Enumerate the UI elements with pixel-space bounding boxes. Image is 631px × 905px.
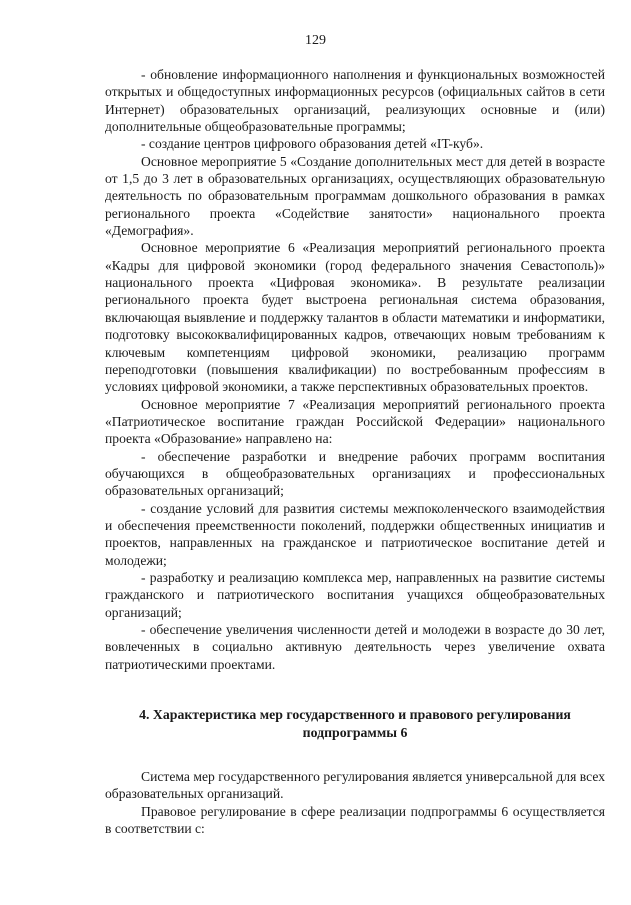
section-heading: 4. Характеристика мер государственного и правового регулирования подпрограммы 6 xyxy=(139,707,571,740)
paragraph: Основное мероприятие 6 «Реализация мероприятий регионального проекта «Кадры для цифровой экономики (город федерального значения Севастополь)» национального проекта «Цифровая экономика». В результате реализации регионального проекта будет выстроена региональная система образования, включающая выявление и поддержку талантов в области математики и информатики, подготовку высококвалифицированных кадров, отвечающих новым требованиям к ключевым компетенциям цифровой экономики, реализацию программ переподготовки (повышения квалификации) по востребованным профессиям в условиях цифровой экономики, а также перспективных образовательных проектов. xyxy=(105,240,605,395)
paragraph: Основное мероприятие 5 «Создание дополнительных мест для детей в возрасте от 1,5 до 3 лет в образовательных организациях, осуществляющих образовательную деятельность по образовательным программам дошкольного образования в рамках регионального проекта «Содействие занятости» национального проекта «Демография». xyxy=(105,153,605,239)
bullet-item: - обновление информационного наполнения и функциональных возможностей открытых и общедоступных информационных ресурсов (официальных сайтов в сети Интернет) образовательных организаций, реализующих основные и (или) дополнительные общеобразовательные программы; xyxy=(105,67,605,135)
paragraph: Система мер государственного регулирования является универсальной для всех образовательных организаций. xyxy=(105,769,605,802)
paragraph: Основное мероприятие 7 «Реализация мероприятий регионального проекта «Патриотическое воспитание граждан Российской Федерации» национального проекта «Образование» направлено на: xyxy=(105,396,605,447)
paragraph: Правовое регулирование в сфере реализации подпрограммы 6 осуществляется в соответствии с: xyxy=(105,803,605,837)
page-number: 129 xyxy=(305,33,326,48)
bullet-item: - обеспечение увеличения численности детей и молодежи в возрасте до 30 лет, вовлеченных в социально активную деятельность через увеличение охвата патриотическими проектами. xyxy=(105,622,605,672)
bullet-item: - создание центров цифрового образования детей «IT-куб». xyxy=(141,136,484,152)
document-body xyxy=(105,66,605,837)
bullet-item: - обеспечение разработки и внедрение рабочих программ воспитания обучающихся в общеобразовательных организациях и профессиональных образовательных организаций; xyxy=(105,448,605,499)
bullet-item: - создание условий для развития системы межпоколенческого взаимодействия и обеспечения преемственности поколений, поддержки общественных инициатив и проектов, направленных на гражданское и патриотическое воспитание детей и молодежи; xyxy=(105,500,605,568)
bullet-item: - разработку и реализацию комплекса мер, направленных на развитие системы гражданского и патриотического воспитания учащихся общеобразовательных организаций; xyxy=(105,569,605,620)
